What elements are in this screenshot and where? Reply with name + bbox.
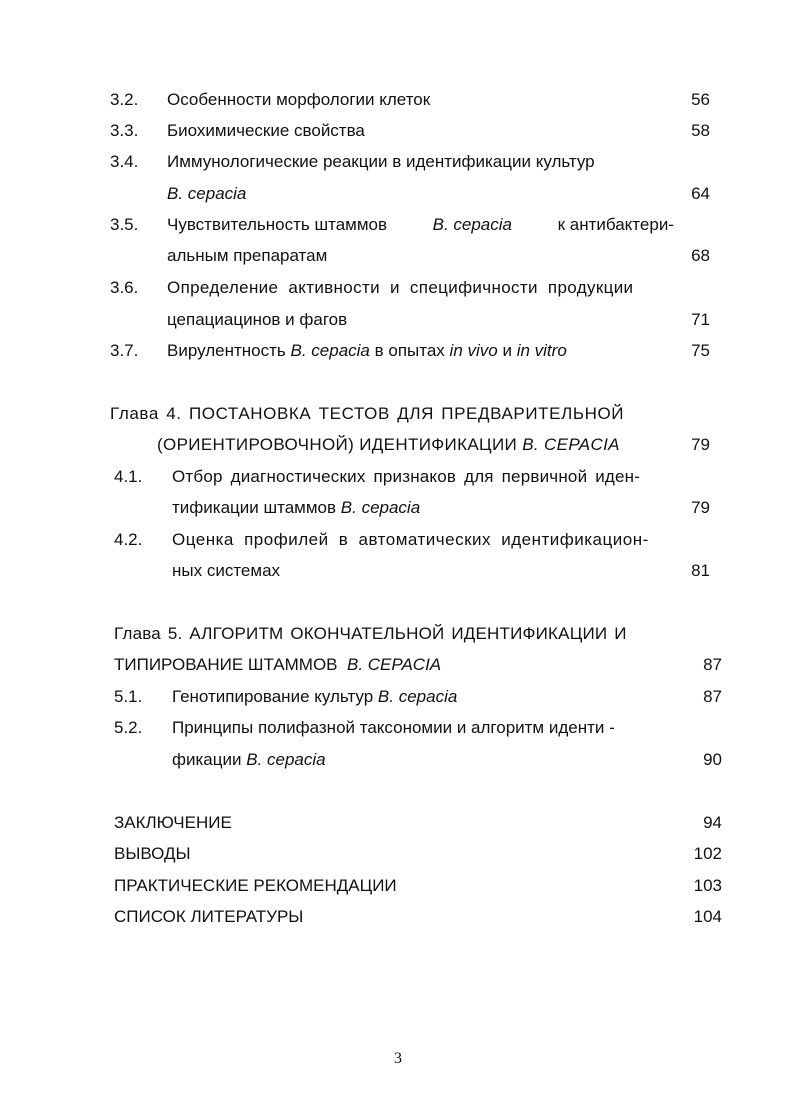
toc-page-number: 87 [703,687,722,706]
chapter-heading-cont [114,655,441,675]
toc-entry-title-cont: альным препаратам [167,246,328,265]
species-name: B. CEPACIA [346,655,442,674]
toc-page-number: 90 [703,750,722,769]
species-name: B. cepacia [290,341,370,360]
species-name: B. CEPACIA [522,435,620,454]
title-part: к антибактери- [557,215,674,234]
toc-entry-title-cont: ных системах [172,561,281,580]
toc-number: 3.4. [110,152,139,171]
toc-number: 5.1. [114,687,143,706]
toc-page-number: 71 [691,310,710,329]
toc-number: 3.7. [110,341,139,360]
title-part: Вирулентность [167,341,286,360]
toc-number: 3.5. [110,215,139,234]
toc-page-number: 75 [691,341,710,360]
section-recommendations: ПРАКТИЧЕСКИЕ РЕКОМЕНДАЦИИ [114,876,397,895]
section-references: СПИСОК ЛИТЕРАТУРЫ [114,907,304,926]
toc-entry-title-cont: цепациацинов и фагов [167,310,348,329]
title-part: фикации [172,750,242,769]
section-conclusion: ЗАКЛЮЧЕНИЕ [114,813,232,832]
section-findings: ВЫВОДЫ [114,844,191,863]
species-name: B. cepacia [432,215,512,234]
title-part: Генотипирование культур [172,687,374,706]
toc-entry-title: Оценка профилей в автоматических идентификацион- [172,530,649,549]
species-name: B. cepacia [340,498,421,517]
latin-term: in vivo [449,341,498,360]
toc-number: 4.2. [114,530,143,549]
title-part: и [502,341,512,360]
toc-page-number: 68 [691,246,710,265]
title-part: ТИПИРОВАНИЕ ШТАММОВ [114,655,338,674]
toc-entry-title: Отбор диагностических признаков для первичной иден- [172,467,641,486]
toc-page-number: 56 [691,90,710,109]
toc-entry-title-cont [167,184,246,204]
toc-number: 3.3. [110,121,139,140]
toc-number: 3.2. [110,90,139,109]
toc-number: 5.2. [114,718,143,737]
toc-page-number: 104 [693,907,722,926]
chapter-heading: Глава 4. ПОСТАНОВКА ТЕСТОВ ДЛЯ ПРЕДВАРИТЕЛЬНОЙ [110,404,625,423]
species-name: B. cepacia [167,184,247,203]
toc-page-number: 81 [691,561,710,580]
toc-page-number: 58 [691,121,710,140]
title-part: тификации штаммов [172,498,337,517]
toc-entry-title: Особенности морфологии клеток [167,90,431,109]
toc-entry-title-cont [172,750,326,770]
species-name: B. cepacia [377,687,458,706]
chapter-heading: Глава 5. АЛГОРИТМ ОКОНЧАТЕЛЬНОЙ ИДЕНТИФИКАЦИИ И [114,624,627,643]
toc-page-number: 87 [703,655,722,674]
toc-page-number: 103 [693,876,722,895]
species-name: B. cepacia [246,750,326,769]
latin-term: in vitro [516,341,567,360]
toc-entry-title: Биохимические свойства [167,121,365,140]
toc-number: 4.1. [114,467,143,486]
toc-page-number: 79 [691,435,710,454]
title-part: в опытах [374,341,445,360]
chapter-heading-cont [157,435,620,455]
toc-page-number: 64 [691,184,710,203]
page-number: 3 [394,1050,402,1067]
title-part: (ОРИЕНТИРОВОЧНОЙ) ИДЕНТИФИКАЦИИ [157,435,518,454]
toc-entry-title [172,687,457,707]
toc-entry-title [167,215,674,235]
toc-entry-title: Иммунологические реакции в идентификации культур [167,152,595,171]
toc-page-number: 94 [703,813,722,832]
toc-entry-title: Определение активности и специфичности продукции [167,278,634,297]
title-part: Чувствительность штаммов [167,215,388,234]
toc-entry-title: Принципы полифазной таксономии и алгоритм иденти - [172,718,615,737]
toc-number: 3.6. [110,278,139,297]
toc-page-number: 102 [693,844,722,863]
toc-page-number: 79 [691,498,710,517]
toc-entry-title-cont [172,498,420,518]
toc-entry-title [167,341,567,361]
